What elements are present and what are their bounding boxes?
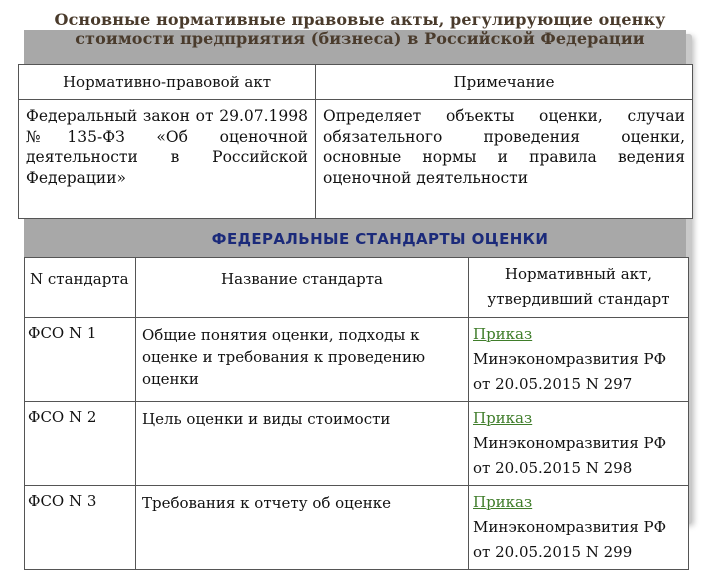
standards-table: [24, 257, 689, 570]
acts-header-note: Примечание: [316, 65, 693, 100]
standard-act: [469, 486, 689, 570]
standard-number: ФСО N 2: [25, 402, 136, 486]
standard-act-text: Минэкономразвития РФ от 20.05.2015 N 299: [473, 518, 667, 561]
header-name: Название стандарта: [136, 258, 469, 318]
order-link[interactable]: Приказ: [473, 409, 533, 427]
standard-act: [469, 318, 689, 402]
acts-header-act: Нормативно-правовой акт: [19, 65, 316, 100]
standard-number: ФСО N 3: [25, 486, 136, 570]
acts-table: [18, 64, 693, 219]
standard-act-text: Минэкономразвития РФ от 20.05.2015 N 298: [473, 434, 667, 477]
act-cell: Федеральный закон от 29.07.1998 №135-ФЗ «Об оценочной деятельности в Российской Федерации»: [19, 100, 316, 219]
standards-header-row: [25, 258, 689, 318]
table-row: [25, 318, 689, 402]
page-title: [0, 10, 720, 48]
order-link[interactable]: Приказ: [473, 325, 533, 343]
standard-number: ФСО N 1: [25, 318, 136, 402]
standard-act: [469, 402, 689, 486]
standard-act-text: Минэкономразвития РФ от 20.05.2015 N 297: [473, 350, 667, 393]
page-title-line-2: стоимости предприятия (бизнеса) в Российской Федерации: [75, 29, 645, 48]
page-title-line-1: Основные нормативные правовые акты, регулирующие оценку: [54, 10, 666, 29]
order-link[interactable]: Приказ: [473, 493, 533, 511]
table-row: [19, 100, 693, 219]
standard-name: Общие понятия оценки, подходы к оценке и требования к проведению оценки: [136, 318, 469, 402]
standard-name: Цель оценки и виды стоимости: [136, 402, 469, 486]
standards-heading: ФЕДЕРАЛЬНЫЕ СТАНДАРТЫ ОЦЕНКИ: [211, 230, 549, 248]
table-row: [25, 402, 689, 486]
acts-table-header-row: [19, 65, 693, 100]
header-act: Нормативный акт, утвердивший стандарт: [469, 258, 689, 318]
header-number: N стандарта: [25, 258, 136, 318]
note-cell: Определяет объекты оценки, случаи обязательного проведения оценки, основные нормы и правила ведения оценочной деятельности: [316, 100, 693, 219]
standard-name: Требования к отчету об оценке: [136, 486, 469, 570]
table-row: [25, 486, 689, 570]
